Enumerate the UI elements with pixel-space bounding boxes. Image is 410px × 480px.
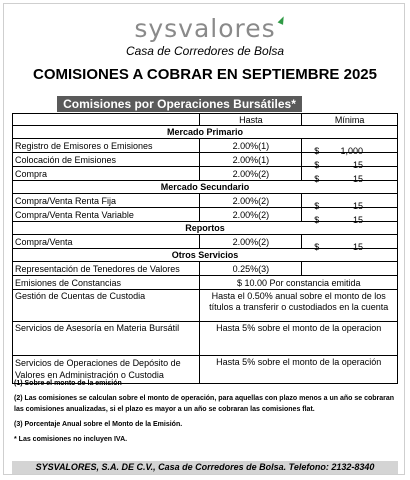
commissions-table xyxy=(12,113,398,384)
logo-text: sysvalores xyxy=(134,14,276,43)
currency-symbol: $ xyxy=(314,214,320,225)
row-hasta: 2.00%(2) xyxy=(200,194,302,208)
header-blank xyxy=(13,114,200,126)
footnote-1: (1) Sobre el monto de la emisión xyxy=(14,380,122,387)
footnote-4: * Las comisiones no incluyen IVA. xyxy=(14,436,128,443)
row-name: Colocación de Emisiones xyxy=(13,153,200,167)
min-amount: 15 xyxy=(352,241,363,252)
company-subtitle: Casa de Corredores de Bolsa xyxy=(125,44,285,58)
group-mercado-primario: Mercado Primario xyxy=(13,126,398,139)
group-reportos: Reportos xyxy=(13,222,398,235)
footnote-2: (2) Las comisiones se calculan sobre el monto de operación, para aquellas con plazo menos a un año se cobraran las comisiones anualizadas, si el plazo es mayor a un año se cobraran las comisiones flat. xyxy=(14,395,395,413)
row-minima xyxy=(302,208,398,225)
row-hasta: 2.00%(2) xyxy=(200,208,302,222)
table-row xyxy=(13,276,398,290)
row-name: Gestión de Cuentas de Custodia xyxy=(13,290,200,322)
row-name: Servicios de Asesoría en Materia Bursátil xyxy=(13,322,200,356)
row-hasta: 2.00%(1) xyxy=(200,139,302,153)
row-hasta: 0.25%(3) xyxy=(200,262,302,276)
table-row xyxy=(13,262,398,276)
group-mercado-secundario: Mercado Secundario xyxy=(13,181,398,194)
table-header-row xyxy=(13,114,398,126)
row-name: Representación de Tenedores de Valores xyxy=(13,262,200,276)
header-hasta: Hasta xyxy=(200,114,302,126)
min-amount: 1,000 xyxy=(340,145,363,156)
table-row xyxy=(13,139,398,153)
row-minima xyxy=(302,194,398,211)
row-name: Registro de Emisores o Emisiones xyxy=(13,139,200,153)
row-name: Emisiones de Constancias xyxy=(13,276,200,290)
table-row xyxy=(13,322,398,356)
row-minima xyxy=(302,139,398,156)
group-row xyxy=(13,222,398,235)
row-minima xyxy=(302,153,398,170)
sysvalores-logo xyxy=(0,14,410,43)
min-amount: 15 xyxy=(352,200,363,211)
min-amount: 15 xyxy=(352,173,363,184)
group-otros-servicios: Otros Servicios xyxy=(13,249,398,262)
row-value: Hasta 5% sobre el monto de la operación xyxy=(200,356,398,384)
table-row xyxy=(13,153,398,167)
row-minima xyxy=(302,262,398,276)
row-name: Servicios de Operaciones de Depósito de Valores en Administración o Custodia xyxy=(13,356,200,384)
table-row xyxy=(13,290,398,322)
row-name: Compra xyxy=(13,167,200,181)
min-amount: 15 xyxy=(352,159,363,170)
currency-symbol: $ xyxy=(314,145,320,156)
row-minima xyxy=(302,235,398,252)
table-row xyxy=(13,208,398,222)
row-hasta: 2.00%(2) xyxy=(200,235,302,249)
group-row xyxy=(13,181,398,194)
row-value: Hasta el 0.50% anual sobre el monto de los títulos a transferir o custodiados en la cuenta xyxy=(200,290,398,322)
row-name: Compra/Venta Renta Fija xyxy=(13,194,200,208)
currency-symbol: $ xyxy=(314,200,320,211)
table-row xyxy=(13,167,398,181)
logo-accent-icon xyxy=(278,15,287,25)
header-minima: Mínima xyxy=(302,114,398,126)
row-hasta: 2.00%(1) xyxy=(200,153,302,167)
group-row xyxy=(13,126,398,139)
row-name: Compra/Venta Renta Variable xyxy=(13,208,200,222)
currency-symbol: $ xyxy=(314,173,320,184)
footer-bar: SYSVALORES, S.A. DE C.V., Casa de Corredores de Bolsa. Telefono: 2132-8340 xyxy=(12,461,398,474)
min-amount: 15 xyxy=(352,214,363,225)
table-row xyxy=(13,235,398,249)
currency-symbol: $ xyxy=(314,241,320,252)
row-minima xyxy=(302,167,398,184)
row-name: Compra/Venta xyxy=(13,235,200,249)
row-hasta: 2.00%(2) xyxy=(200,167,302,181)
row-value: Hasta 5% sobre el monto de la operacion xyxy=(200,322,398,356)
section-title: Comisiones por Operaciones Bursátiles* xyxy=(57,96,302,112)
footnotes xyxy=(14,378,398,449)
group-row xyxy=(13,249,398,262)
table-row xyxy=(13,194,398,208)
currency-symbol: $ xyxy=(314,159,320,170)
page-title: COMISIONES A COBRAR EN SEPTIEMBRE 2025 xyxy=(33,66,377,83)
footnote-3: (3) Porcentaje Anual sobre el Monto de la Emisión. xyxy=(14,421,183,428)
row-value: $ 10.00 Por constancia emitida xyxy=(200,276,398,290)
